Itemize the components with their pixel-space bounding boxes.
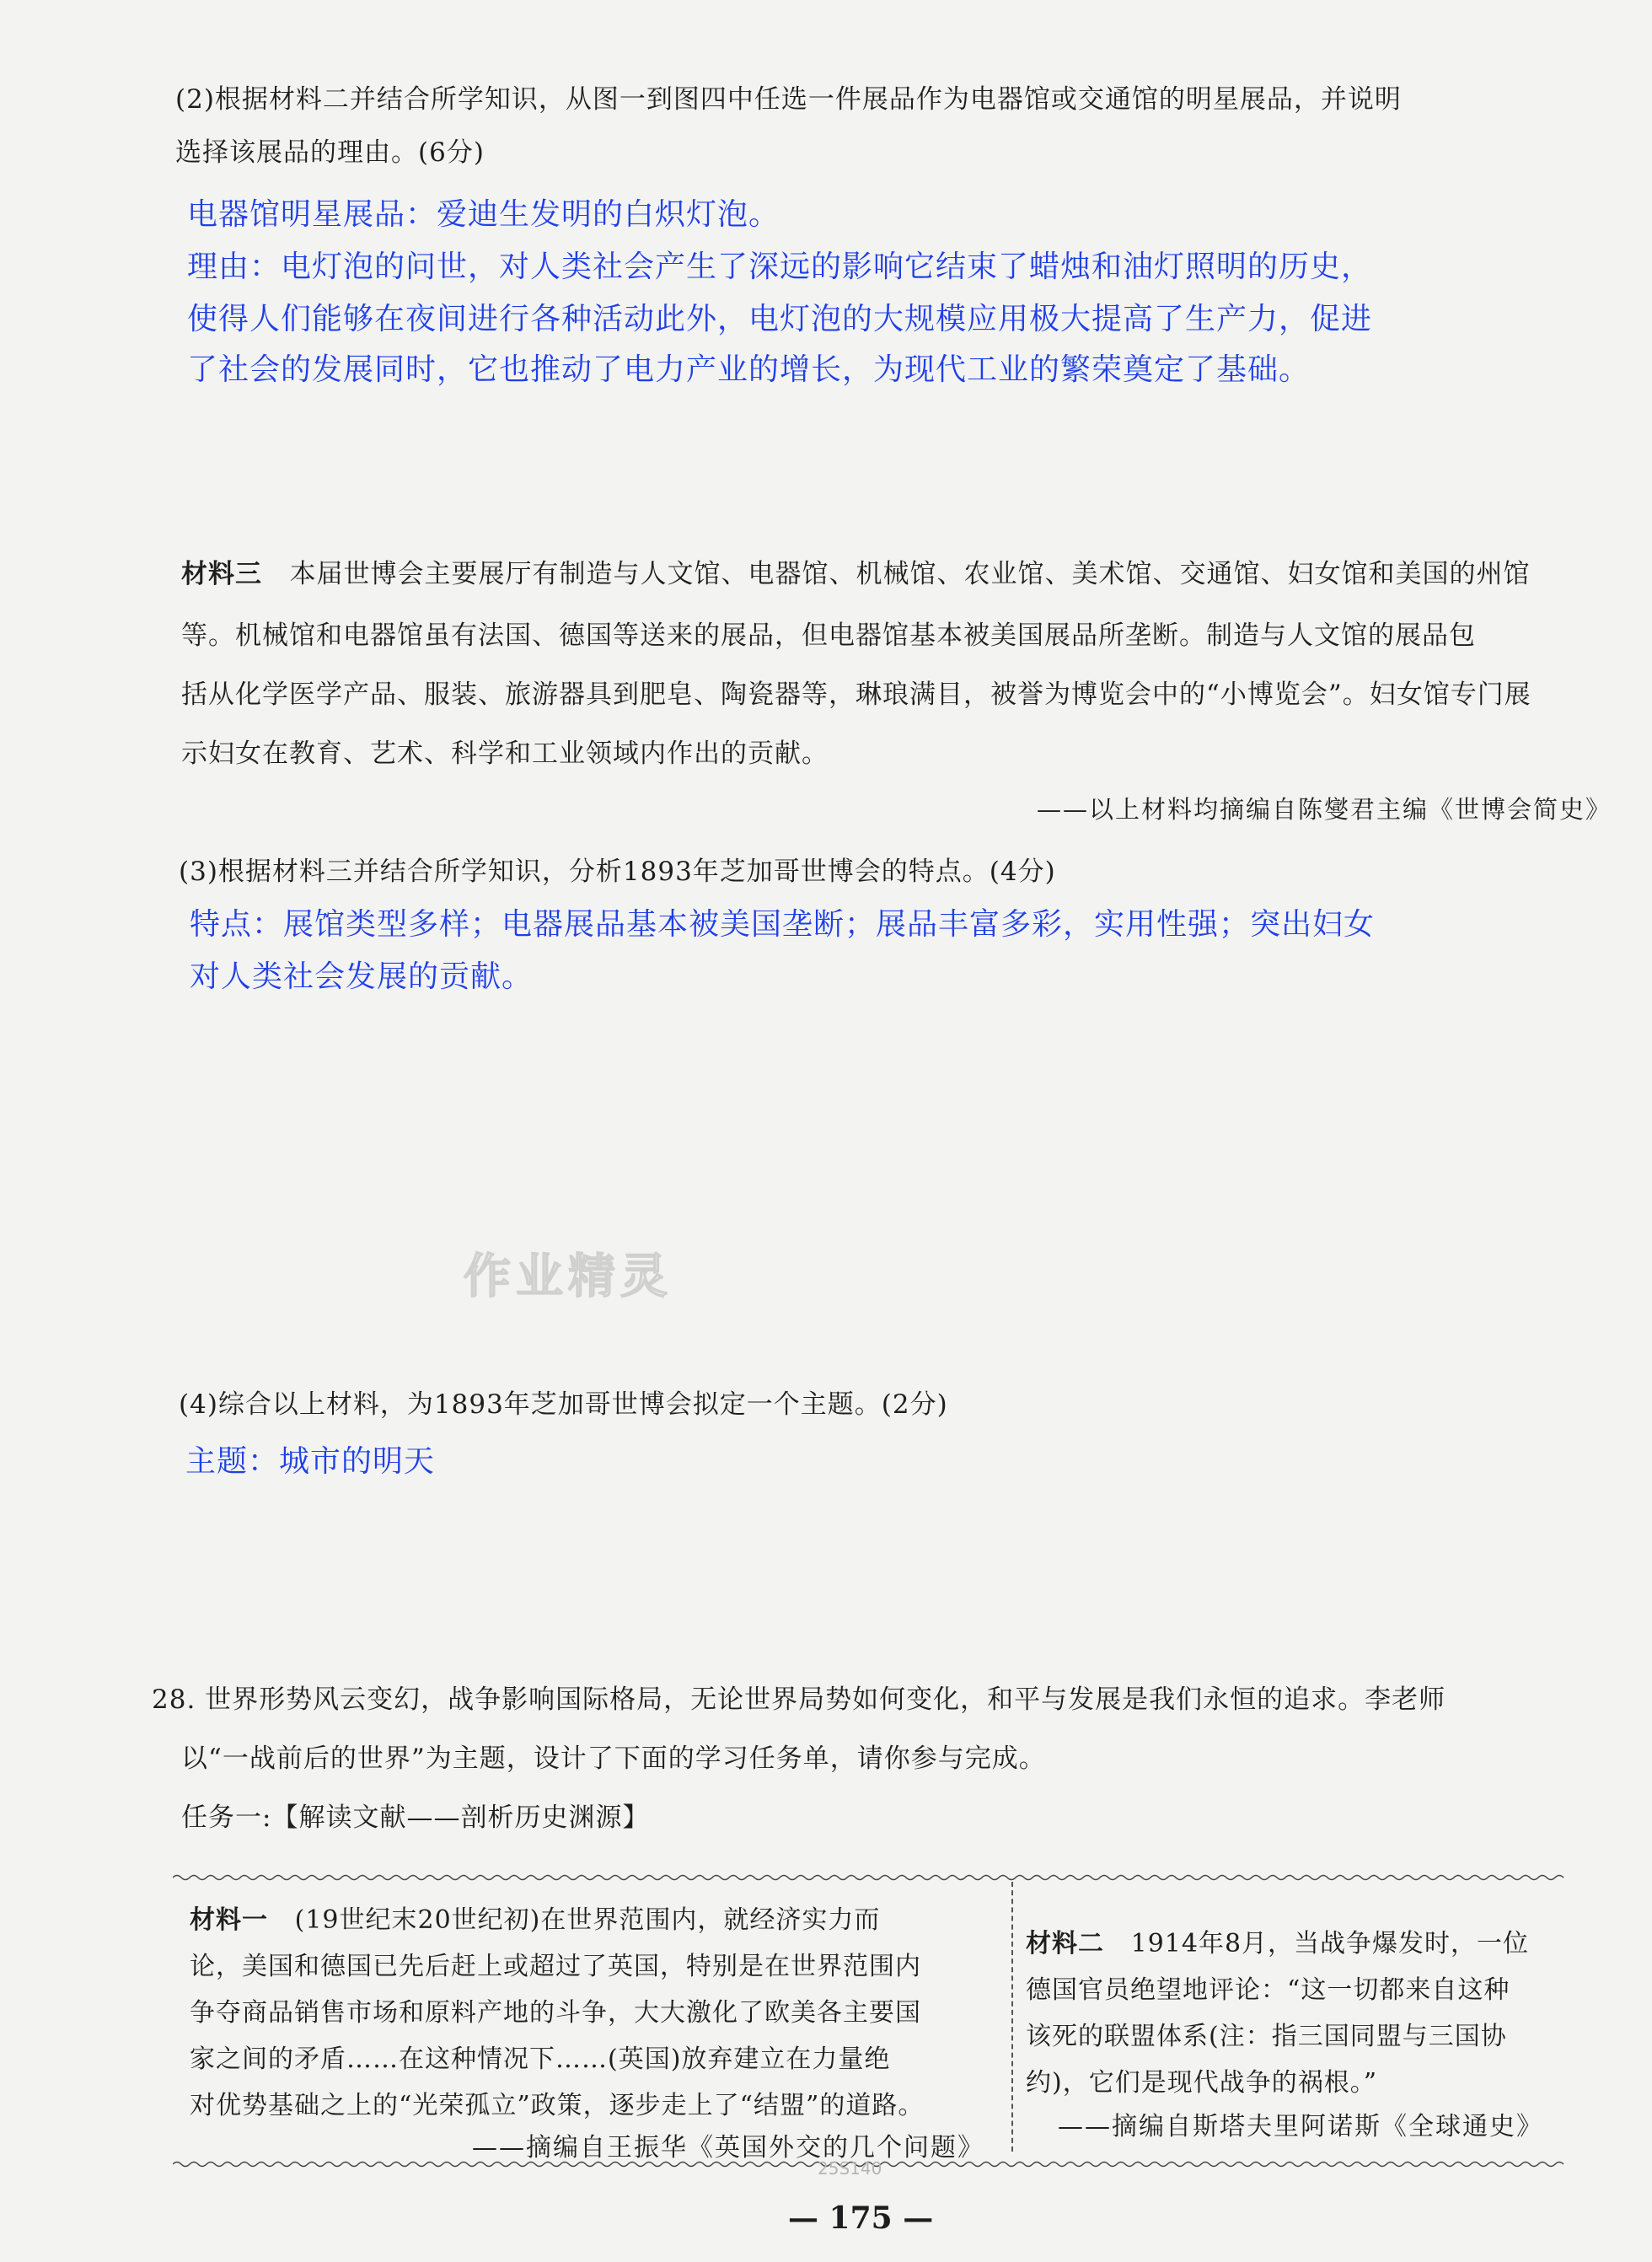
material3-text: 本届世博会主要展厅有制造与人文馆、电器馆、机械馆、农业馆、美术馆、交通馆、妇女馆和美国的州馆 <box>289 559 1531 589</box>
material1-line1 <box>190 1899 880 1936</box>
q4-answer: 主题：城市的明天 <box>185 1444 436 1479</box>
material2-text: 1914年8月，当战争爆发时，一位 <box>1130 1929 1530 1958</box>
material3-line: 示妇女在教育、艺术、科学和工业领域内作出的贡献。 <box>181 739 829 769</box>
material1-line: 家之间的矛盾……在这种情况下……(英国)放弃建立在力量绝 <box>190 2044 891 2074</box>
q2-answer-line: 使得人们能够在夜间进行各种活动此外，电灯泡的大规模应用极大提高了生产力，促进 <box>187 302 1373 336</box>
material1-label: 材料一 <box>190 1905 268 1935</box>
material2-line: 约)，它们是现代战争的祸根。” <box>1026 2068 1378 2098</box>
q2-answer-line: 理由：电灯泡的问世，对人类社会产生了深远的影响它结束了蜡烛和油灯照明的历史， <box>187 250 1373 284</box>
page-number: — 175 — <box>788 2200 934 2236</box>
q3-answer-line: 对人类社会发展的贡献。 <box>190 959 534 994</box>
material3-line1 <box>181 552 1531 590</box>
material2-line: 德国官员绝望地评论：“这一切都来自这种 <box>1026 1975 1510 2005</box>
material2-source: ——摘编自斯塔夫里阿诺斯《全球通史》 <box>1058 2112 1543 2141</box>
box-divider <box>1011 1882 1013 2152</box>
material1-line: 对优势基础之上的“光荣孤立”政策，逐步走上了“结盟”的道路。 <box>190 2091 925 2120</box>
q2-answer-line: 了社会的发展同时，它也推动了电力产业的增长，为现代工业的繁荣奠定了基础。 <box>187 352 1311 387</box>
material3-source: ——以上材料均摘编自陈燮君主编《世博会简史》 <box>1037 795 1612 824</box>
material3-line: 括从化学医学产品、服装、旅游器具到肥皂、陶瓷器等，琳琅满目，被誉为博览会中的“小博览会”。妇女馆专门展 <box>181 680 1531 710</box>
page-code: 25S140 <box>818 2158 882 2179</box>
material1-line: 争夺商品销售市场和原料产地的斗争，大大激化了欧美各主要国 <box>190 1998 921 2028</box>
q28-line1: 28. 世界形势风云变幻，战争影响国际格局，无论世界局势如何变化，和平与发展是我们永恒的追求。李老师 <box>152 1684 1446 1715</box>
q28-task1: 任务一:【解读文献——剖析历史渊源】 <box>181 1803 650 1833</box>
material2-line: 该死的联盟体系(注：指三国同盟与三国协 <box>1026 2022 1507 2051</box>
q4-prompt: (4)综合以上材料，为1893年芝加哥世博会拟定一个主题。(2分) <box>179 1389 948 1420</box>
material1-source: ——摘编自王振华《英国外交的几个问题》 <box>472 2133 984 2163</box>
material3-label: 材料三 <box>181 559 262 589</box>
q3-prompt: (3)根据材料三并结合所学知识，分析1893年芝加哥世博会的特点。(4分) <box>179 857 1056 887</box>
q2-prompt-line2: 选择该展品的理由。(6分) <box>175 137 485 168</box>
material2-label: 材料二 <box>1026 1929 1104 1958</box>
wavy-border-top <box>173 1873 1568 1882</box>
material2-line1 <box>1026 1922 1529 1959</box>
q2-answer-line: 电器馆明星展品：爱迪生发明的白炽灯泡。 <box>187 197 780 232</box>
watermark-logo: 作业精灵 <box>464 1249 673 1304</box>
q28-line2: 以“一战前后的世界”为主题，设计了下面的学习任务单，请你参与完成。 <box>181 1744 1046 1774</box>
materials-box <box>173 1873 1568 2168</box>
material1-text: (19世纪末20世纪初)在世界范围内，就经济实力而 <box>294 1905 881 1935</box>
q2-prompt-line1: (2)根据材料二并结合所学知识，从图一到图四中任选一件展品作为电器馆或交通馆的明星展品，并说明 <box>175 84 1402 115</box>
q3-answer-line: 特点：展馆类型多样；电器展品基本被美国垄断；展品丰富多彩，实用性强；突出妇女 <box>190 907 1376 942</box>
material3-line: 等。机械馆和电器馆虽有法国、德国等送来的展品，但电器馆基本被美国展品所垄断。制造与人文馆的展品包 <box>181 621 1476 651</box>
material1-line: 论，美国和德国已先后赶上或超过了英国，特别是在世界范围内 <box>190 1952 921 1981</box>
